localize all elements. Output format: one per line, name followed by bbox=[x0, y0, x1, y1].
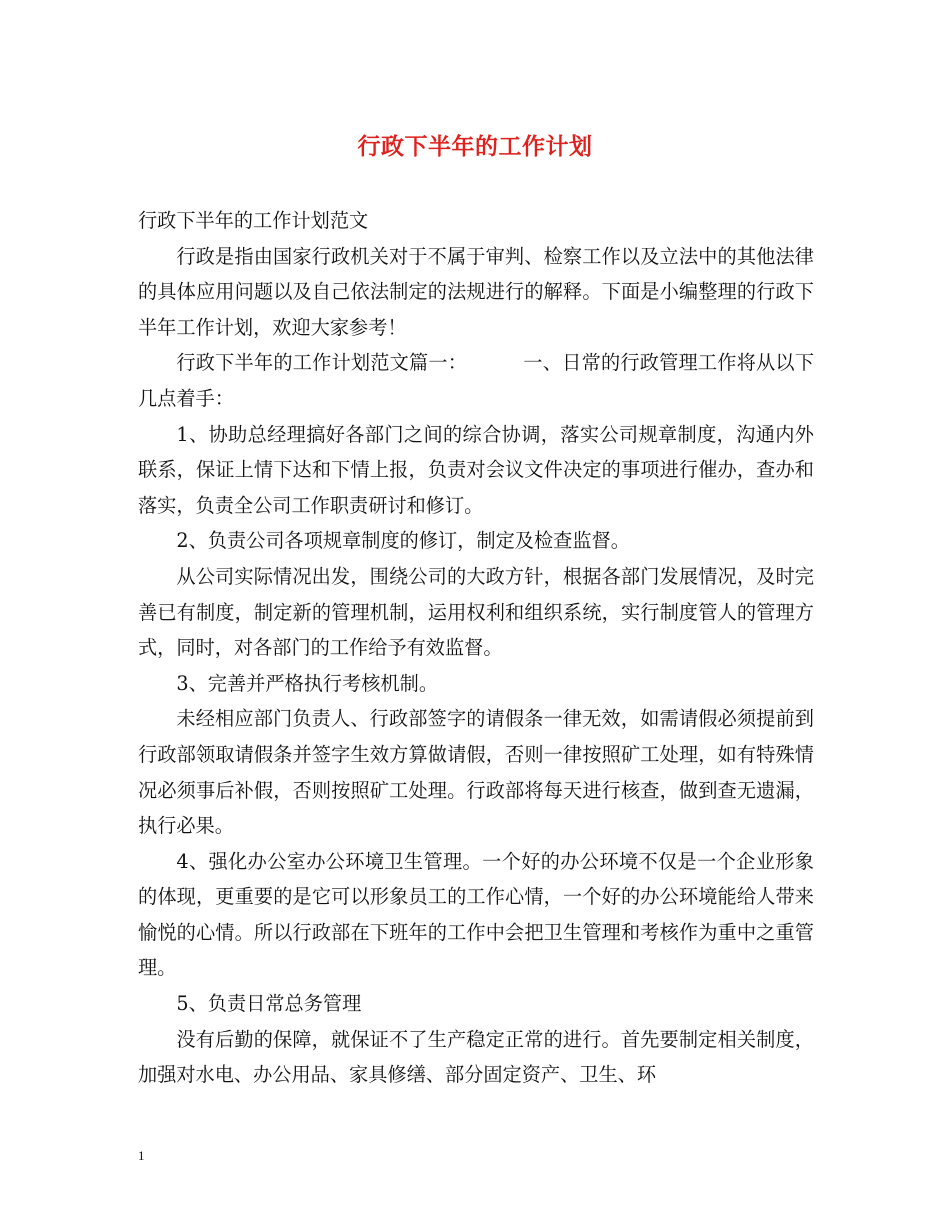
section-heading: 行政下半年的工作计划范文篇一： bbox=[176, 351, 468, 375]
document-subtitle: 行政下半年的工作计划范文 bbox=[138, 209, 369, 232]
paragraph-item-5: 5、负责日常总务管理 bbox=[176, 992, 362, 1016]
paragraph-intro: 行政是指由国家行政机关对于不属于审判、检察工作以及立法中的其他法律的具体应用问题以及自己依法制定的法规进行的解释。下面是小编整理的行政下半年工作计划，欢迎大家参考！ bbox=[138, 244, 814, 339]
paragraph-item-1: 1、协助总经理搞好各部门之间的综合协调，落实公司规章制度，沟通内外联系，保证上情下达和下情上报，负责对会议文件决定的事项进行催办，查办和落实，负责全公司工作职责研讨和修订。 bbox=[138, 422, 814, 517]
paragraph-item-4: 4、强化办公室办公环境卫生管理。一个好的办公环境不仅是一个企业形象的体现，更重要的是它可以形象员工的工作心情，一个好的办公环境能给人带来愉悦的心情。所以行政部在下班年的工作中会把卫生管理和考核作为重中之重管理。 bbox=[138, 849, 814, 980]
paragraph-item-3: 3、完善并严格执行考核机制。 bbox=[176, 671, 439, 695]
page-number: 1 bbox=[138, 1148, 145, 1163]
document-body bbox=[138, 203, 814, 1093]
paragraph-item-2: 2、负责公司各项规章制度的修订，制定及检查监督。 bbox=[176, 529, 630, 553]
paragraph-item-2-detail: 从公司实际情况出发，围绕公司的大政方针，根据各部门发展情况，及时完善已有制度，制定新的管理机制，运用权利和组织系统，实行制度管人的管理方式，同时，对各部门的工作给予有效监督。 bbox=[138, 564, 814, 660]
section-heading-paragraph bbox=[138, 345, 814, 416]
document-title: 行政下半年的工作计划 bbox=[357, 133, 593, 160]
paragraph-item-3-detail: 未经相应部门负责人、行政部签字的请假条一律无效，如需请假必须提前到行政部领取请假条并签字生效方算做请假，否则一律按照矿工处理，如有特殊情况必须事后补假，否则按照矿工处理。行政部将每天进行核查，做到查无遗漏，执行必果。 bbox=[138, 707, 814, 838]
section-intro: 一、日常的行政管理工作将从以下几点着手： bbox=[138, 351, 815, 410]
paragraph-item-5-detail: 没有后勤的保障，就保证不了生产稳定正常的进行。首先要制定相关制度，加强对水电、办公用品、家具修缮、部分固定资产、卫生、环 bbox=[138, 1027, 814, 1087]
